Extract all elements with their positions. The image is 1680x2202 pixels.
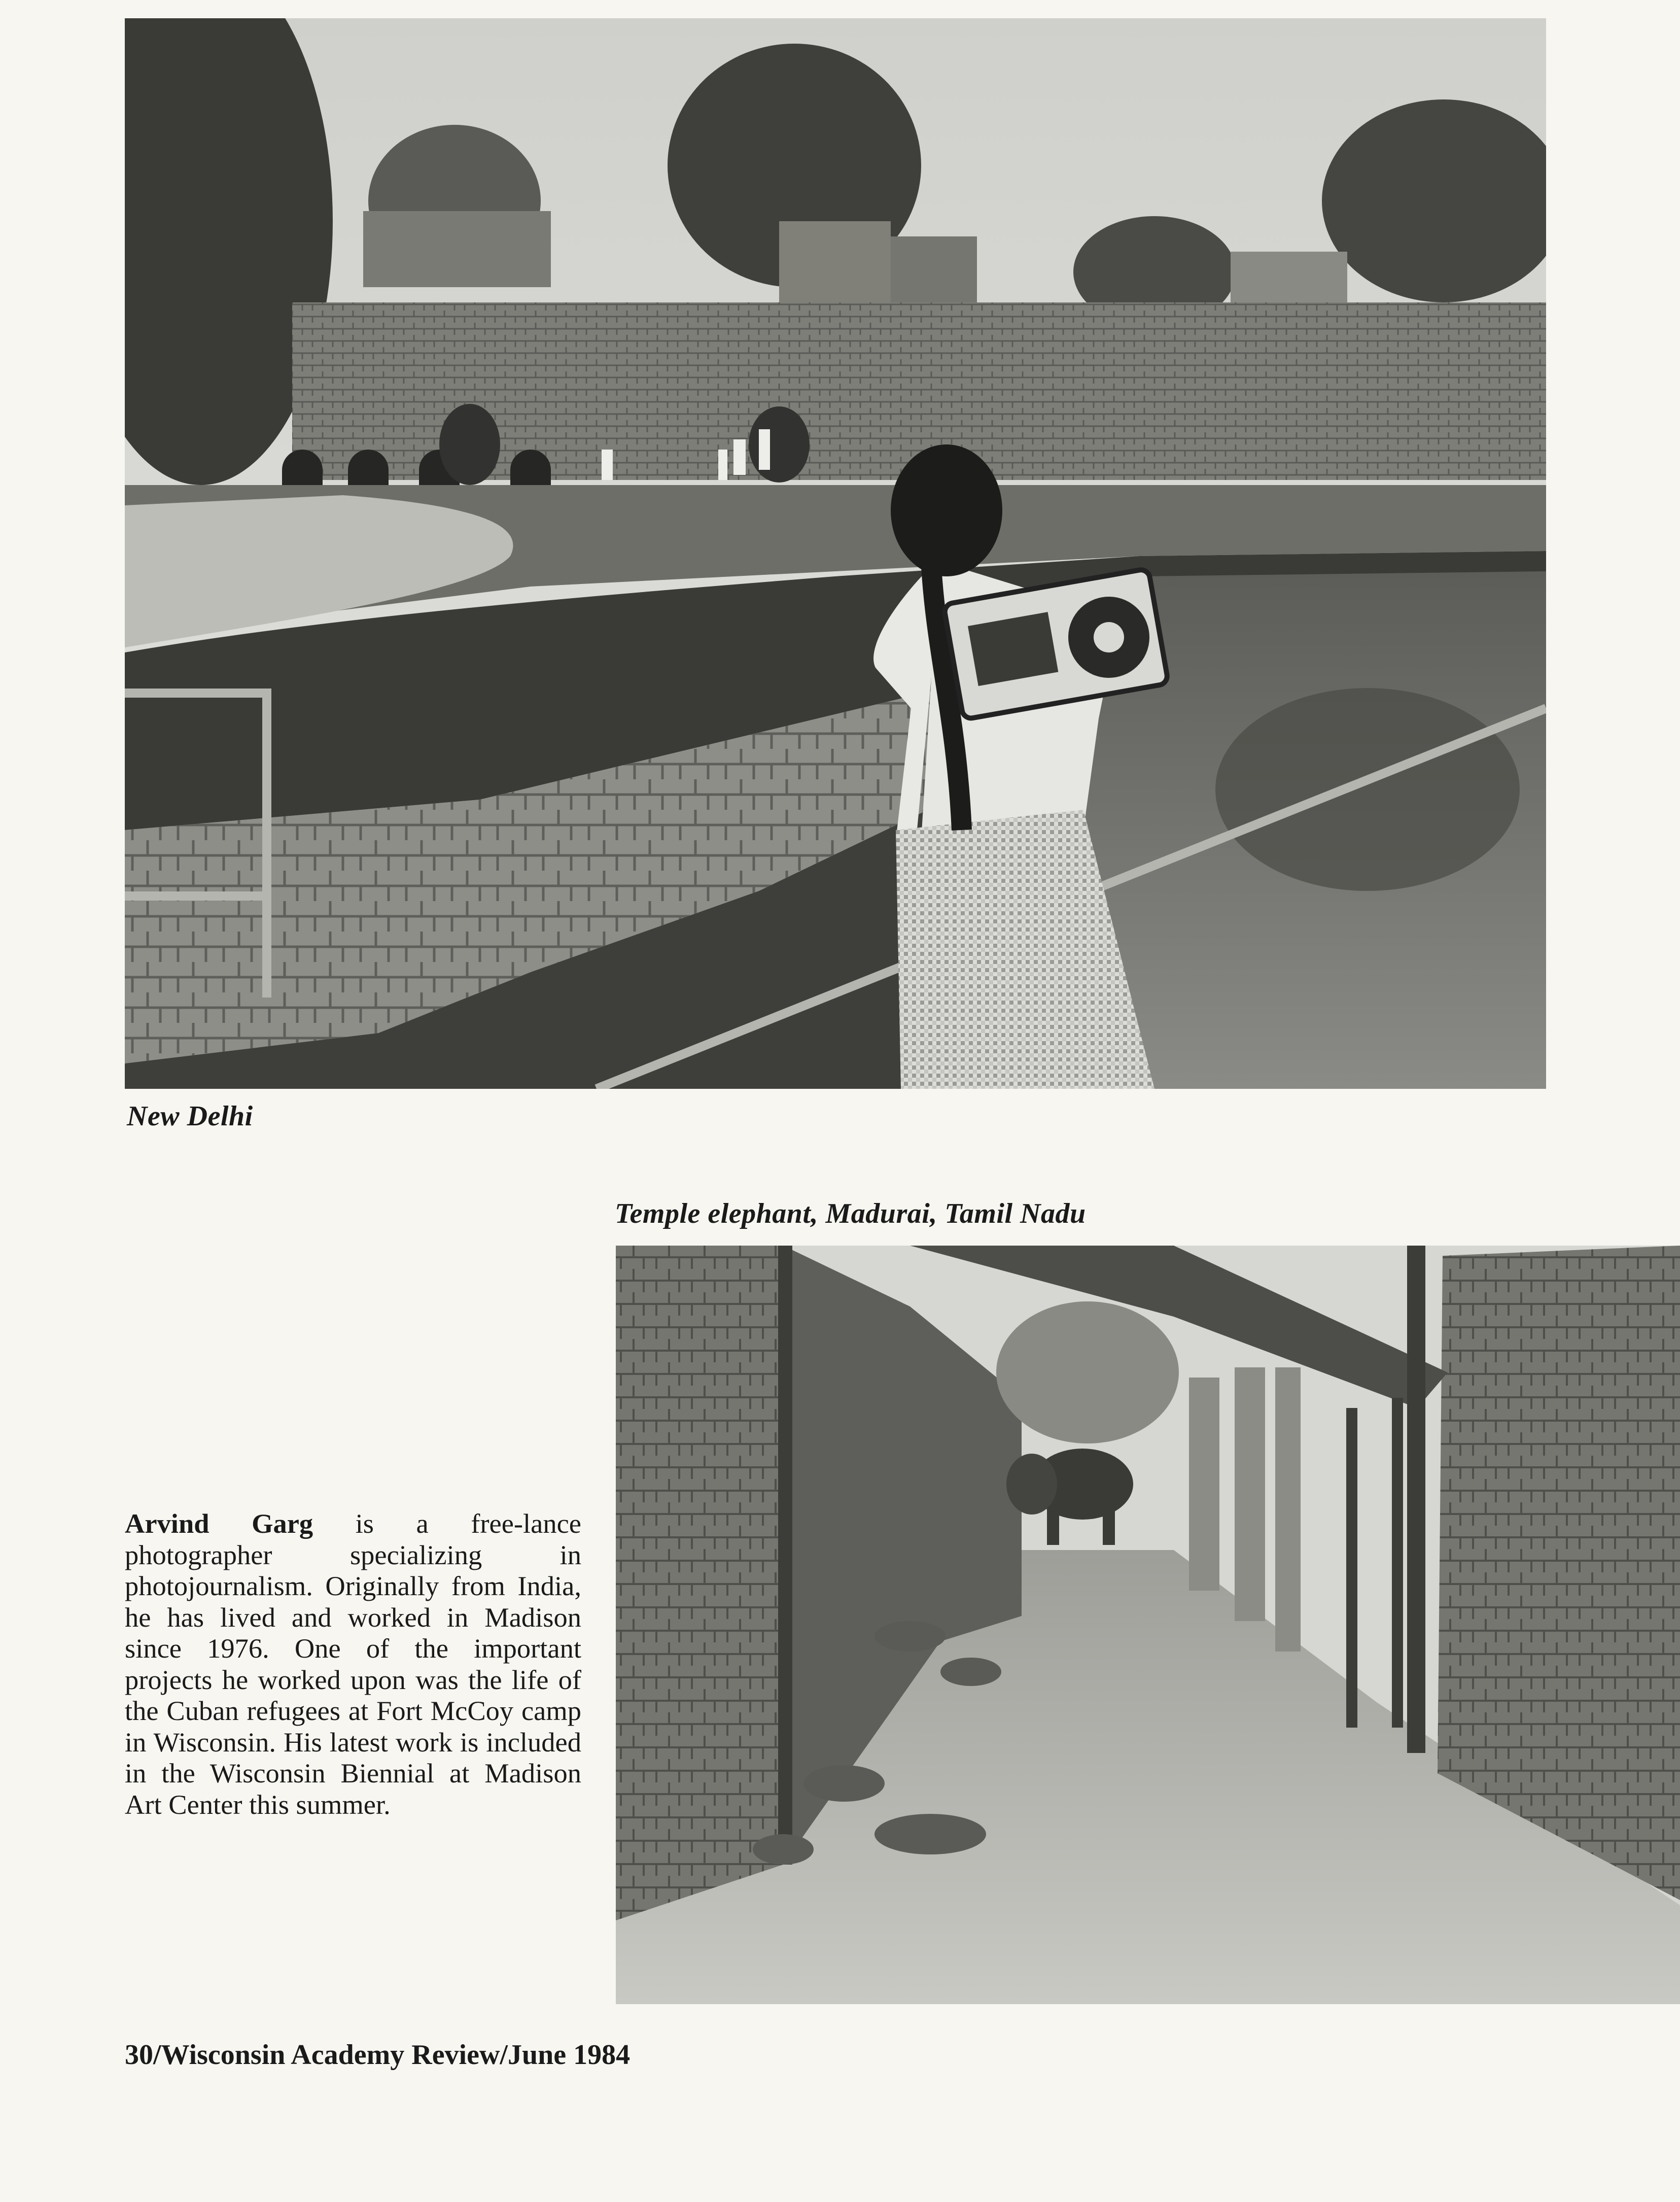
new-delhi-caption: New Delhi [127, 1100, 253, 1132]
new-delhi-photo [125, 18, 1546, 1089]
temple-elephant-caption: Temple elephant, Madurai, Tamil Nadu [615, 1198, 1086, 1229]
temple-elephant-photo [616, 1246, 1680, 2004]
temple-elephant-photo-graphic [616, 1246, 1680, 2004]
photographer-bio [125, 1508, 581, 1820]
bio-text: is a free-lance photographer specializing in photojournalism. Originally from India, he has lived and worked in Madison since 1976. One of the important projects he worked upon was the life of the Cuban refugees at Fort McCoy camp in Wisconsin. His latest work is included in the Wisconsin Biennial at Madison Art Center this summer. [125, 1508, 581, 1820]
page-footer: 30/Wisconsin Academy Review/June 1984 [125, 2039, 631, 2071]
photographer-name: Arvind Garg [125, 1508, 313, 1539]
new-delhi-photo-graphic [125, 18, 1546, 1089]
